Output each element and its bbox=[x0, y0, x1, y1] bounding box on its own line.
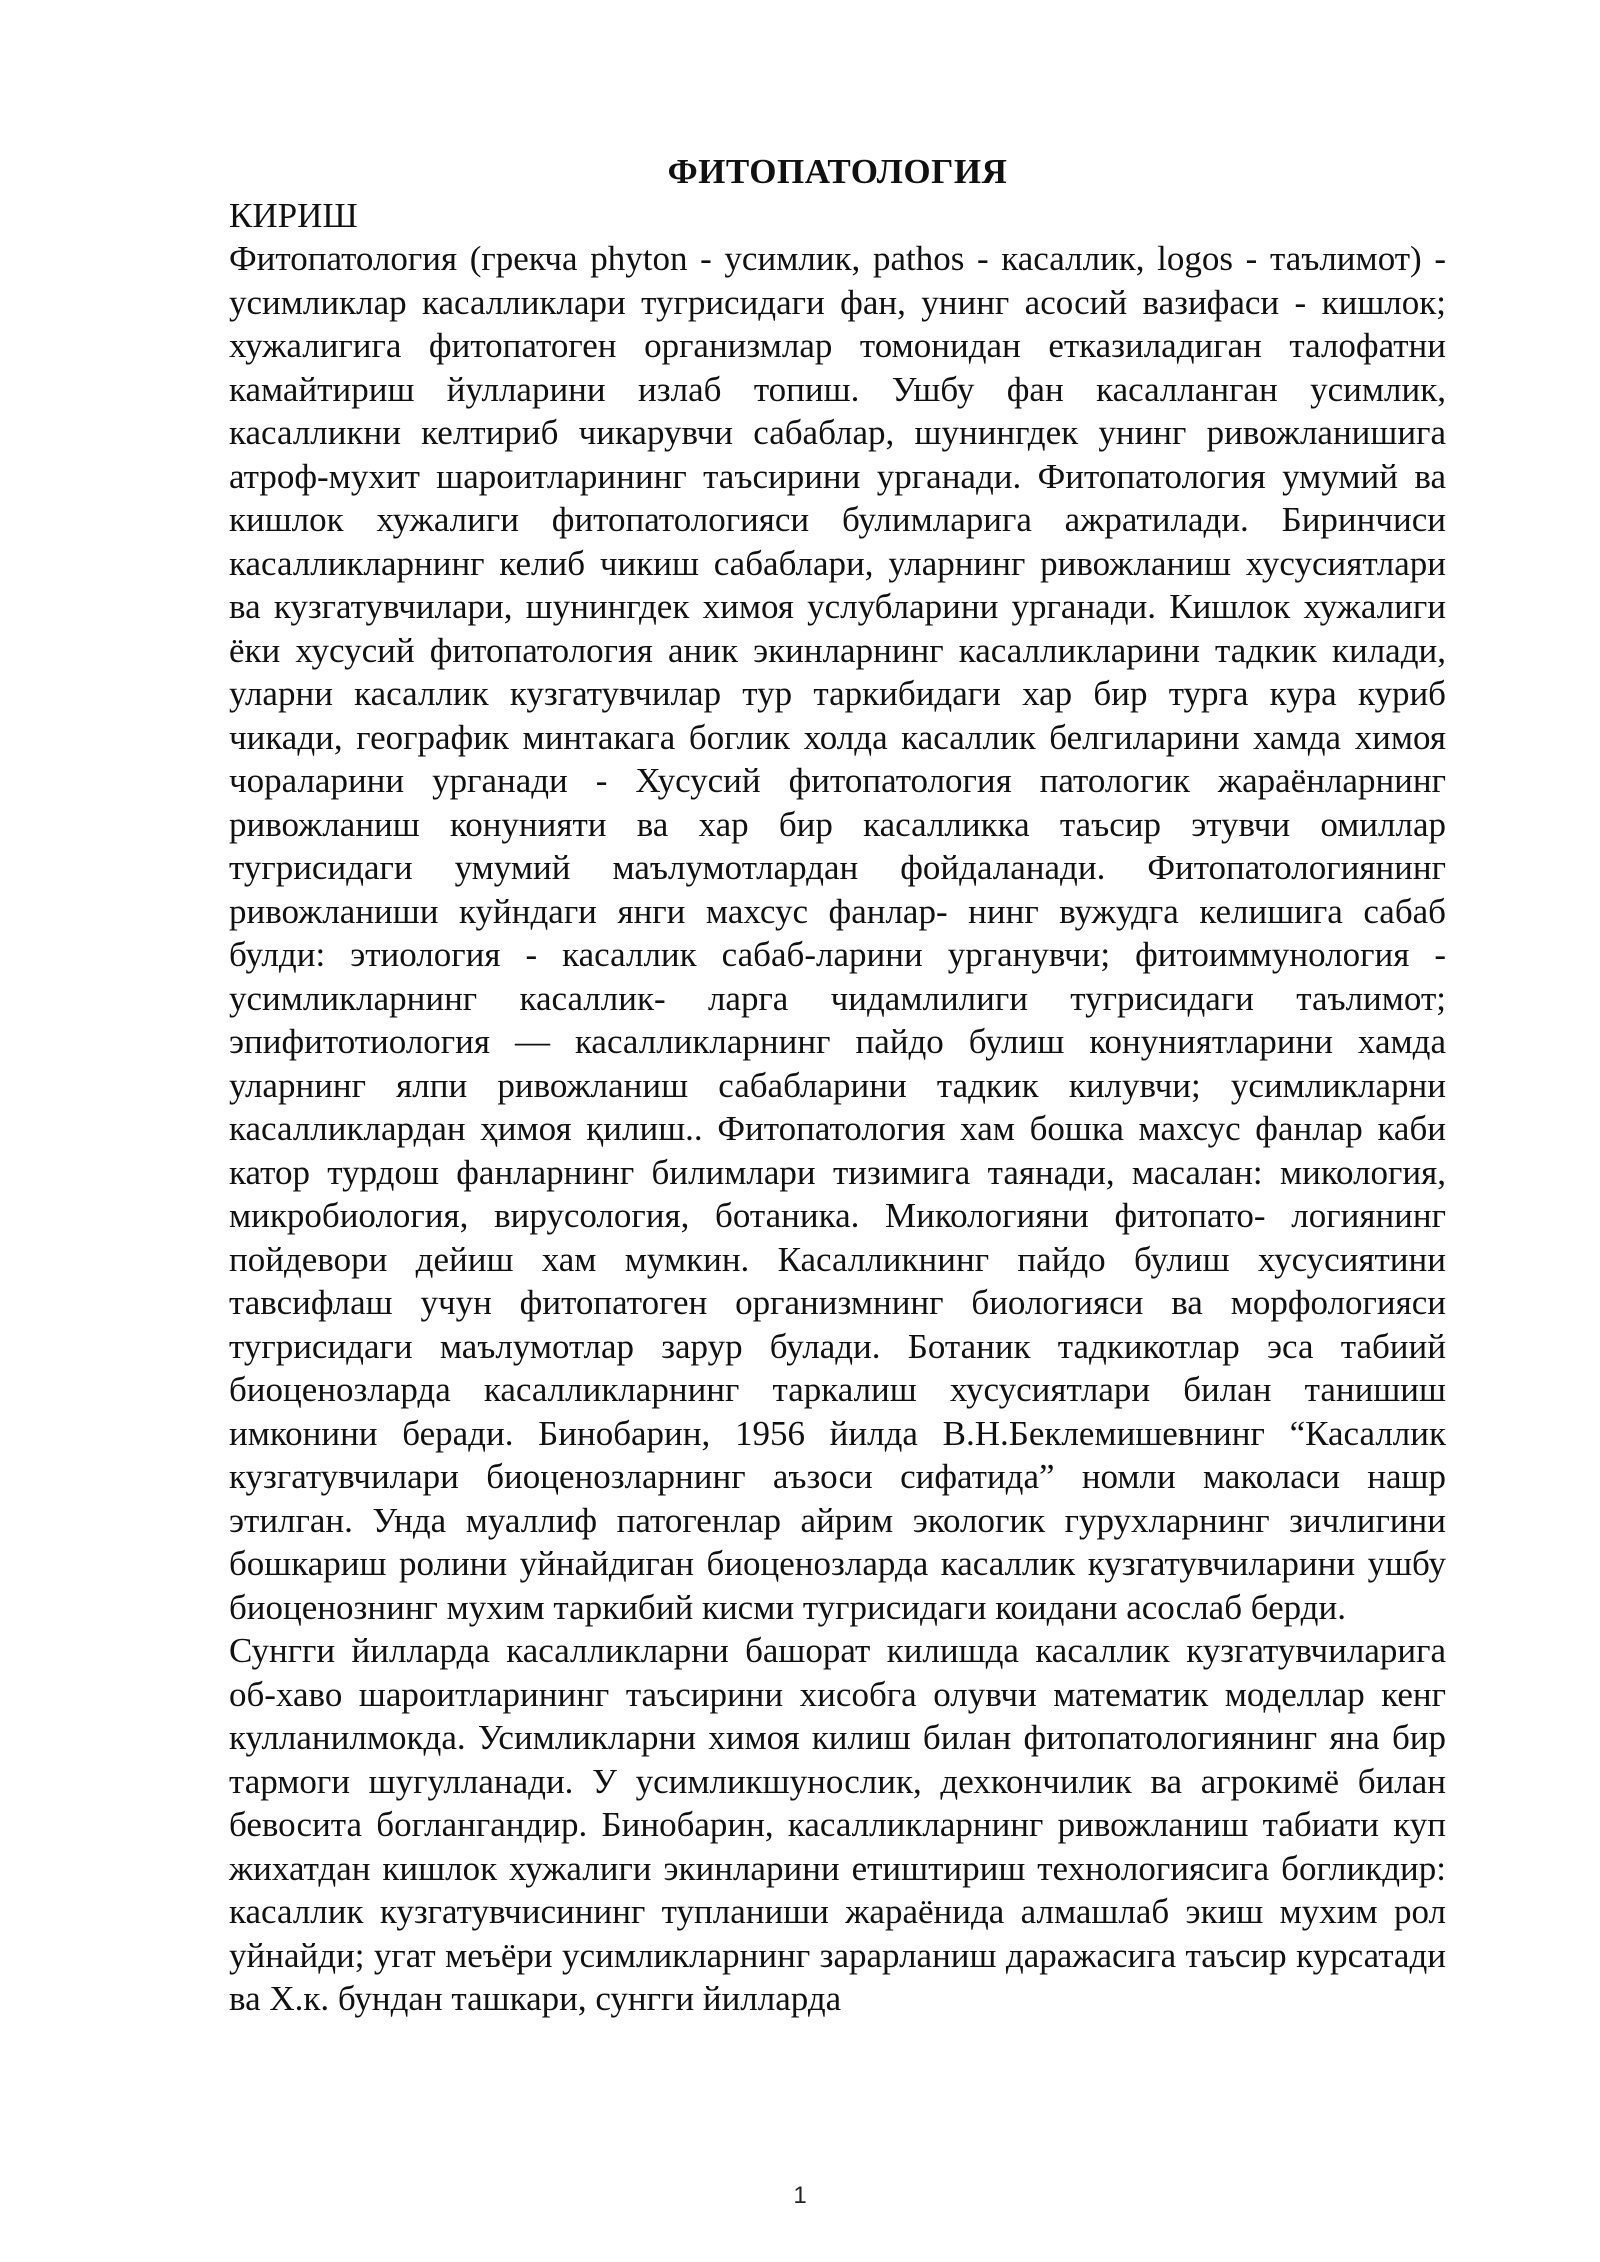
page-number: 1 bbox=[793, 2182, 807, 2209]
paragraph-recent-years: Сунгги йилларда касалликларни башорат килишда касаллик кузгатувчиларига об-хаво шароитларининг таъсирини хисобга олувчи математик моделлар кенг кулланилмокда. Усимликларни химоя килиш билан фитопатологиянинг яна бир тармоги шугулланади. У усимликшунослик, дехкончилик ва агрокимё билан бевосита боглангандир. Бинобарин, касалликларнинг ривожланиш табиати куп жихатдан кишлок хужалиги экинларини етиштириш технологиясига богликдир: касаллик кузгатувчисининг тупланиши жараёнида алмашлаб экиш мухим рол уйнайди; угат меъёри усимликларнинг зарарланиш даражасига таъсир курсатади ва Х.к. бундан ташкари, сунгги йилларда bbox=[229, 1631, 1446, 2018]
section-heading: КИРИШ bbox=[229, 195, 358, 235]
page-content bbox=[229, 150, 1446, 2021]
document-title: ФИТОПАТОЛОГИЯ bbox=[667, 152, 1008, 191]
paragraph-intro: Фитопатология (грекча phyton - усимлик, pathos - касаллик, logos - таълимот) - усимликлар касалликлари тугрисидаги фан, унинг асосий вазифаси - кишлок; хужалигига фитопатоген организмлар томонидан етказиладиган талофатни камайтириш йулларини излаб топиш. Ушбу фан касалланган усимлик, касалликни келтириб чикарувчи сабаблар, шунингдек унинг ривожланишига атроф-мухит шароитларининг таъсирини урганади. Фитопатология умумий ва кишлок хужалиги фитопатологияси булимларига ажратилади. Биринчиси касалликларнинг келиб чикиш сабаблари, уларнинг ривожланиш хусусиятлари ва кузгатувчилари, шунингдек химоя услубларини урганади. Кишлок хужалиги ёки хусусий фитопатология аник экинларнинг касалликларини тадкик килади, уларни касаллик кузгатувчилар тур таркибидаги хар бир турга кура куриб чикади, географик минтакага боглик холда касаллик белгиларини хамда химоя чораларини урганади - Хусусий фитопатология патологик жараёнларнинг ривожланиш конунияти ва хар бир касалликка таъсир этувчи омиллар тугрисидаги умумий маълумотлардан фойдаланади. Фитопатологиянинг ривожланиши куйндаги янги махсус фанлар- нинг вужудга келишига сабаб булди: этиология - касаллик сабаб-ларини урганувчи; фитоиммунология - усимликларнинг касаллик- ларга чидамлилиги тугрисидаги таълимот; эпифитотиология — касалликларнинг пайдо булиш конуниятларини хамда уларнинг ялпи ривожланиш сабабларини тадкик килувчи; усимликларни касалликлардан ҳимоя қилиш.. Фитопатология хам бошка махсус фанлар каби катор турдош фанларнинг билимлари тизимига таянади, масалан: микология, микробиология, вирусология, ботаника. Микологияни фитопато- логиянинг пойдевори дейиш хам мумкин. Касалликнинг пайдо булиш хусусиятини тавсифлаш учун фитопатоген организмнинг биологияси ва морфологияси тугрисидаги маълумотлар зарур булади. Ботаник тадкикотлар эса табиий биоценозларда касалликларнинг таркалиш хусусиятлари билан танишиш имконини беради. Бинобарин, 1956 йилда В.Н.Беклемишевнинг “Касаллик кузгатувчилари биоценозларнинг аъзоси сифатида” номли маколаси нашр этилган. Унда муаллиф патогенлар айрим экологик гурухларнинг зичлигини бошкариш ролини уйнайдиган биоценозларда касаллик кузгатувчиларини ушбу биоценознинг мухим таркибий кисми тугрисидаги коидани асослаб берди. bbox=[229, 239, 1446, 1627]
